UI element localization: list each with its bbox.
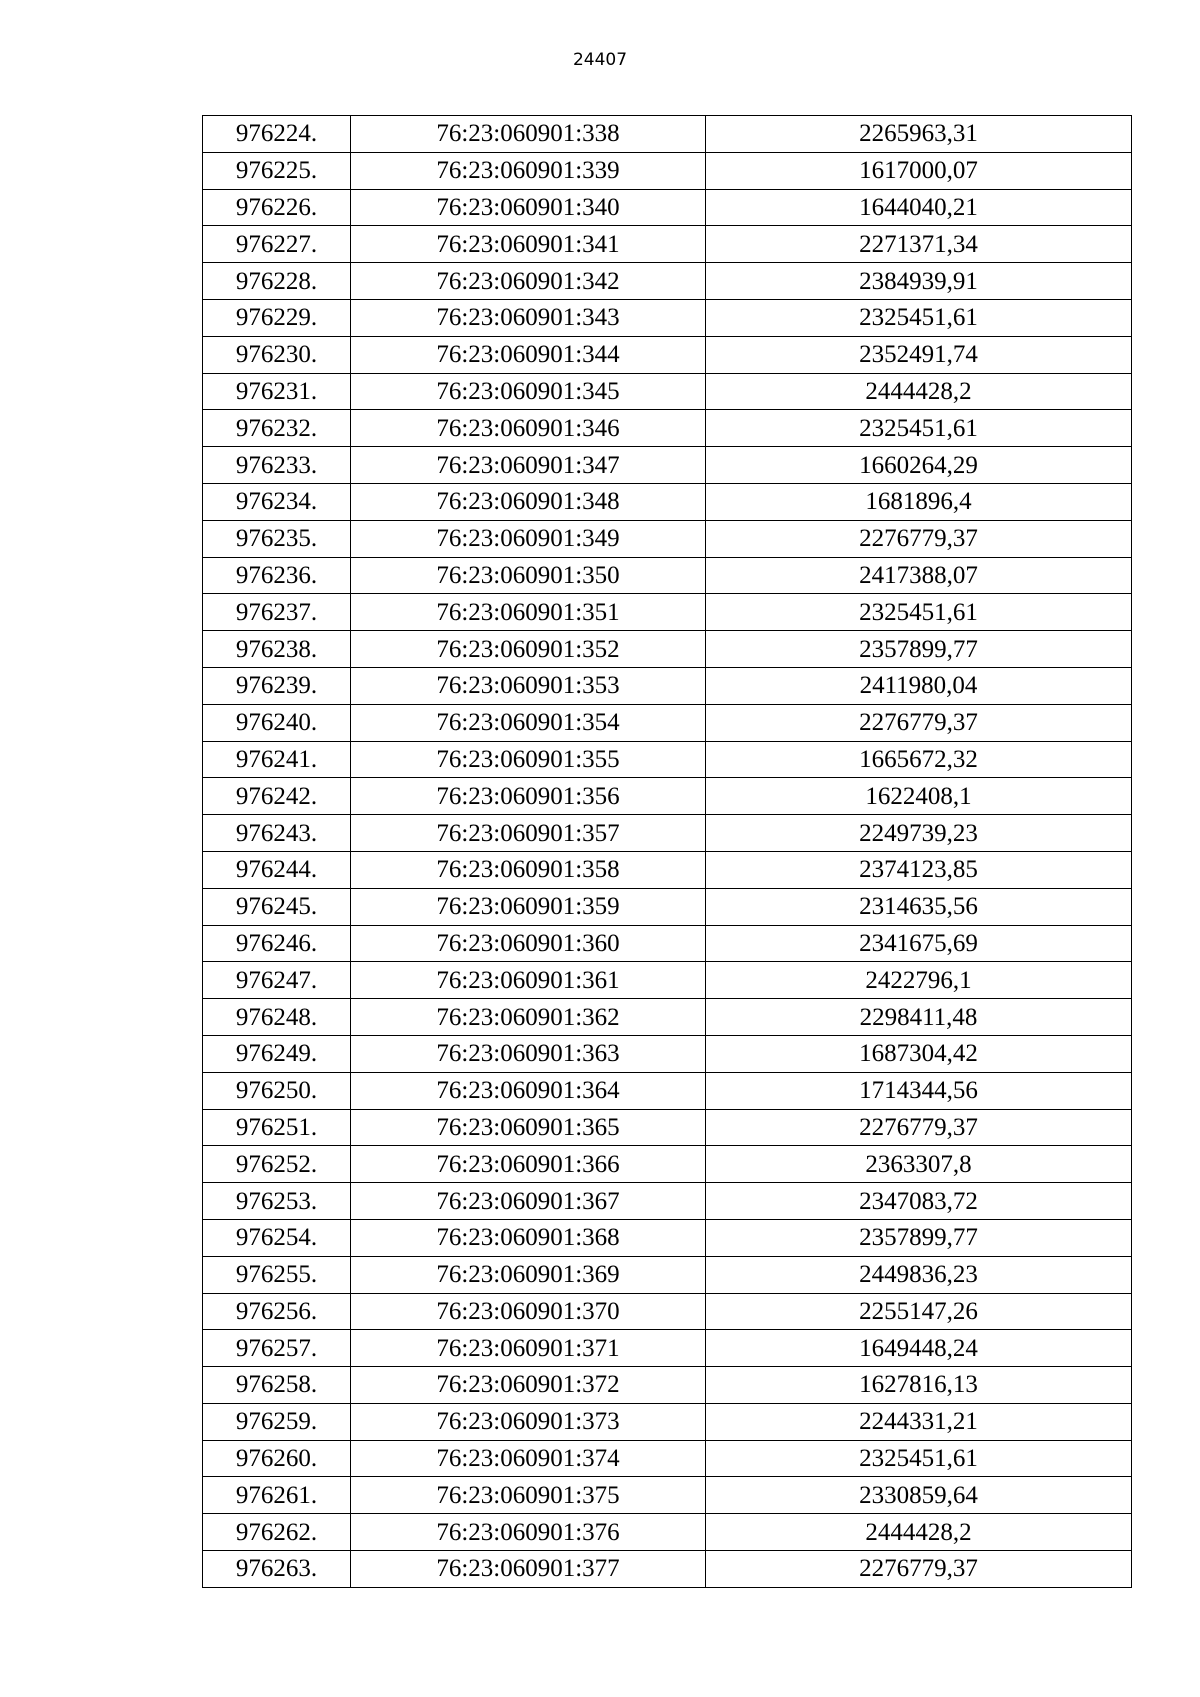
value-cell: 2357899,77	[706, 1219, 1132, 1256]
table-row	[203, 263, 1132, 300]
cadastral-number-cell: 76:23:060901:375	[351, 1477, 706, 1514]
table-row	[203, 1551, 1132, 1588]
cadastral-number-cell: 76:23:060901:350	[351, 557, 706, 594]
value-cell: 1660264,29	[706, 447, 1132, 484]
cadastral-number-cell: 76:23:060901:346	[351, 410, 706, 447]
row-number-cell: 976241.	[203, 741, 351, 778]
row-number-cell: 976238.	[203, 631, 351, 668]
table-row	[203, 1330, 1132, 1367]
row-number-cell: 976261.	[203, 1477, 351, 1514]
row-number-cell: 976231.	[203, 373, 351, 410]
value-cell: 2271371,34	[706, 226, 1132, 263]
table-row	[203, 116, 1132, 153]
value-cell: 2449836,23	[706, 1256, 1132, 1293]
cadastral-number-cell: 76:23:060901:373	[351, 1403, 706, 1440]
value-cell: 2255147,26	[706, 1293, 1132, 1330]
value-cell: 1714344,56	[706, 1072, 1132, 1109]
cadastral-number-cell: 76:23:060901:338	[351, 116, 706, 153]
value-cell: 2352491,74	[706, 336, 1132, 373]
registry-table-body	[203, 116, 1132, 1588]
row-number-cell: 976248.	[203, 999, 351, 1036]
row-number-cell: 976234.	[203, 483, 351, 520]
value-cell: 2325451,61	[706, 594, 1132, 631]
cadastral-number-cell: 76:23:060901:371	[351, 1330, 706, 1367]
table-row	[203, 667, 1132, 704]
row-number-cell: 976252.	[203, 1146, 351, 1183]
row-number-cell: 976228.	[203, 263, 351, 300]
row-number-cell: 976251.	[203, 1109, 351, 1146]
cadastral-number-cell: 76:23:060901:367	[351, 1183, 706, 1220]
cadastral-number-cell: 76:23:060901:339	[351, 152, 706, 189]
value-cell: 1644040,21	[706, 189, 1132, 226]
table-row	[203, 336, 1132, 373]
table-row	[203, 1367, 1132, 1404]
value-cell: 2341675,69	[706, 925, 1132, 962]
table-row	[203, 1440, 1132, 1477]
value-cell: 2384939,91	[706, 263, 1132, 300]
row-number-cell: 976230.	[203, 336, 351, 373]
cadastral-number-cell: 76:23:060901:362	[351, 999, 706, 1036]
cadastral-number-cell: 76:23:060901:366	[351, 1146, 706, 1183]
value-cell: 2265963,31	[706, 116, 1132, 153]
row-number-cell: 976259.	[203, 1403, 351, 1440]
table-row	[203, 962, 1132, 999]
cadastral-number-cell: 76:23:060901:340	[351, 189, 706, 226]
row-number-cell: 976258.	[203, 1367, 351, 1404]
value-cell: 2444428,2	[706, 373, 1132, 410]
row-number-cell: 976227.	[203, 226, 351, 263]
cadastral-number-cell: 76:23:060901:348	[351, 483, 706, 520]
table-row	[203, 1293, 1132, 1330]
cadastral-number-cell: 76:23:060901:363	[351, 1035, 706, 1072]
value-cell: 1622408,1	[706, 778, 1132, 815]
row-number-cell: 976256.	[203, 1293, 351, 1330]
table-row	[203, 778, 1132, 815]
cadastral-number-cell: 76:23:060901:364	[351, 1072, 706, 1109]
cadastral-number-cell: 76:23:060901:345	[351, 373, 706, 410]
table-row	[203, 1146, 1132, 1183]
row-number-cell: 976225.	[203, 152, 351, 189]
cadastral-number-cell: 76:23:060901:347	[351, 447, 706, 484]
row-number-cell: 976237.	[203, 594, 351, 631]
row-number-cell: 976244.	[203, 851, 351, 888]
cadastral-number-cell: 76:23:060901:368	[351, 1219, 706, 1256]
table-row	[203, 520, 1132, 557]
cadastral-number-cell: 76:23:060901:343	[351, 299, 706, 336]
value-cell: 2411980,04	[706, 667, 1132, 704]
value-cell: 2325451,61	[706, 1440, 1132, 1477]
cadastral-number-cell: 76:23:060901:369	[351, 1256, 706, 1293]
value-cell: 2325451,61	[706, 299, 1132, 336]
cadastral-number-cell: 76:23:060901:361	[351, 962, 706, 999]
table-row	[203, 999, 1132, 1036]
value-cell: 2330859,64	[706, 1477, 1132, 1514]
cadastral-number-cell: 76:23:060901:357	[351, 815, 706, 852]
cadastral-number-cell: 76:23:060901:376	[351, 1514, 706, 1551]
value-cell: 2347083,72	[706, 1183, 1132, 1220]
value-cell: 1617000,07	[706, 152, 1132, 189]
cadastral-number-cell: 76:23:060901:344	[351, 336, 706, 373]
table-row	[203, 851, 1132, 888]
table-row	[203, 594, 1132, 631]
row-number-cell: 976249.	[203, 1035, 351, 1072]
table-row	[203, 1035, 1132, 1072]
row-number-cell: 976245.	[203, 888, 351, 925]
row-number-cell: 976226.	[203, 189, 351, 226]
table-row	[203, 1477, 1132, 1514]
cadastral-number-cell: 76:23:060901:342	[351, 263, 706, 300]
table-row	[203, 410, 1132, 447]
value-cell: 2363307,8	[706, 1146, 1132, 1183]
table-row	[203, 1403, 1132, 1440]
row-number-cell: 976263.	[203, 1551, 351, 1588]
row-number-cell: 976250.	[203, 1072, 351, 1109]
table-row	[203, 1514, 1132, 1551]
value-cell: 2417388,07	[706, 557, 1132, 594]
table-row	[203, 152, 1132, 189]
row-number-cell: 976235.	[203, 520, 351, 557]
row-number-cell: 976262.	[203, 1514, 351, 1551]
row-number-cell: 976236.	[203, 557, 351, 594]
table-row	[203, 741, 1132, 778]
table-row	[203, 1183, 1132, 1220]
value-cell: 2422796,1	[706, 962, 1132, 999]
cadastral-number-cell: 76:23:060901:360	[351, 925, 706, 962]
cadastral-number-cell: 76:23:060901:374	[351, 1440, 706, 1477]
row-number-cell: 976247.	[203, 962, 351, 999]
cadastral-number-cell: 76:23:060901:341	[351, 226, 706, 263]
row-number-cell: 976233.	[203, 447, 351, 484]
value-cell: 2298411,48	[706, 999, 1132, 1036]
row-number-cell: 976246.	[203, 925, 351, 962]
value-cell: 2314635,56	[706, 888, 1132, 925]
value-cell: 1665672,32	[706, 741, 1132, 778]
table-row	[203, 925, 1132, 962]
table-row	[203, 1219, 1132, 1256]
row-number-cell: 976224.	[203, 116, 351, 153]
table-row	[203, 483, 1132, 520]
value-cell: 2276779,37	[706, 1551, 1132, 1588]
cadastral-number-cell: 76:23:060901:352	[351, 631, 706, 668]
value-cell: 2325451,61	[706, 410, 1132, 447]
value-cell: 1687304,42	[706, 1035, 1132, 1072]
cadastral-number-cell: 76:23:060901:353	[351, 667, 706, 704]
cadastral-number-cell: 76:23:060901:377	[351, 1551, 706, 1588]
value-cell: 2357899,77	[706, 631, 1132, 668]
value-cell: 2374123,85	[706, 851, 1132, 888]
table-row	[203, 631, 1132, 668]
row-number-cell: 976243.	[203, 815, 351, 852]
cadastral-number-cell: 76:23:060901:370	[351, 1293, 706, 1330]
cadastral-number-cell: 76:23:060901:372	[351, 1367, 706, 1404]
cadastral-number-cell: 76:23:060901:354	[351, 704, 706, 741]
row-number-cell: 976255.	[203, 1256, 351, 1293]
registry-table	[202, 115, 1132, 1588]
value-cell: 2276779,37	[706, 520, 1132, 557]
value-cell: 2249739,23	[706, 815, 1132, 852]
table-row	[203, 373, 1132, 410]
table-row	[203, 888, 1132, 925]
table-row	[203, 704, 1132, 741]
value-cell: 2276779,37	[706, 704, 1132, 741]
row-number-cell: 976254.	[203, 1219, 351, 1256]
table-row	[203, 815, 1132, 852]
value-cell: 2444428,2	[706, 1514, 1132, 1551]
cadastral-number-cell: 76:23:060901:365	[351, 1109, 706, 1146]
row-number-cell: 976253.	[203, 1183, 351, 1220]
table-row	[203, 226, 1132, 263]
table-row	[203, 299, 1132, 336]
cadastral-number-cell: 76:23:060901:356	[351, 778, 706, 815]
table-row	[203, 447, 1132, 484]
row-number-cell: 976232.	[203, 410, 351, 447]
cadastral-number-cell: 76:23:060901:351	[351, 594, 706, 631]
value-cell: 1627816,13	[706, 1367, 1132, 1404]
table-row	[203, 1072, 1132, 1109]
value-cell: 1649448,24	[706, 1330, 1132, 1367]
value-cell: 1681896,4	[706, 483, 1132, 520]
table-row	[203, 1109, 1132, 1146]
table-row	[203, 189, 1132, 226]
row-number-cell: 976257.	[203, 1330, 351, 1367]
cadastral-number-cell: 76:23:060901:349	[351, 520, 706, 557]
cadastral-number-cell: 76:23:060901:359	[351, 888, 706, 925]
value-cell: 2244331,21	[706, 1403, 1132, 1440]
table-row	[203, 557, 1132, 594]
row-number-cell: 976260.	[203, 1440, 351, 1477]
table-row	[203, 1256, 1132, 1293]
row-number-cell: 976229.	[203, 299, 351, 336]
page-number: 24407	[572, 50, 628, 70]
row-number-cell: 976242.	[203, 778, 351, 815]
value-cell: 2276779,37	[706, 1109, 1132, 1146]
cadastral-number-cell: 76:23:060901:355	[351, 741, 706, 778]
row-number-cell: 976240.	[203, 704, 351, 741]
cadastral-number-cell: 76:23:060901:358	[351, 851, 706, 888]
row-number-cell: 976239.	[203, 667, 351, 704]
